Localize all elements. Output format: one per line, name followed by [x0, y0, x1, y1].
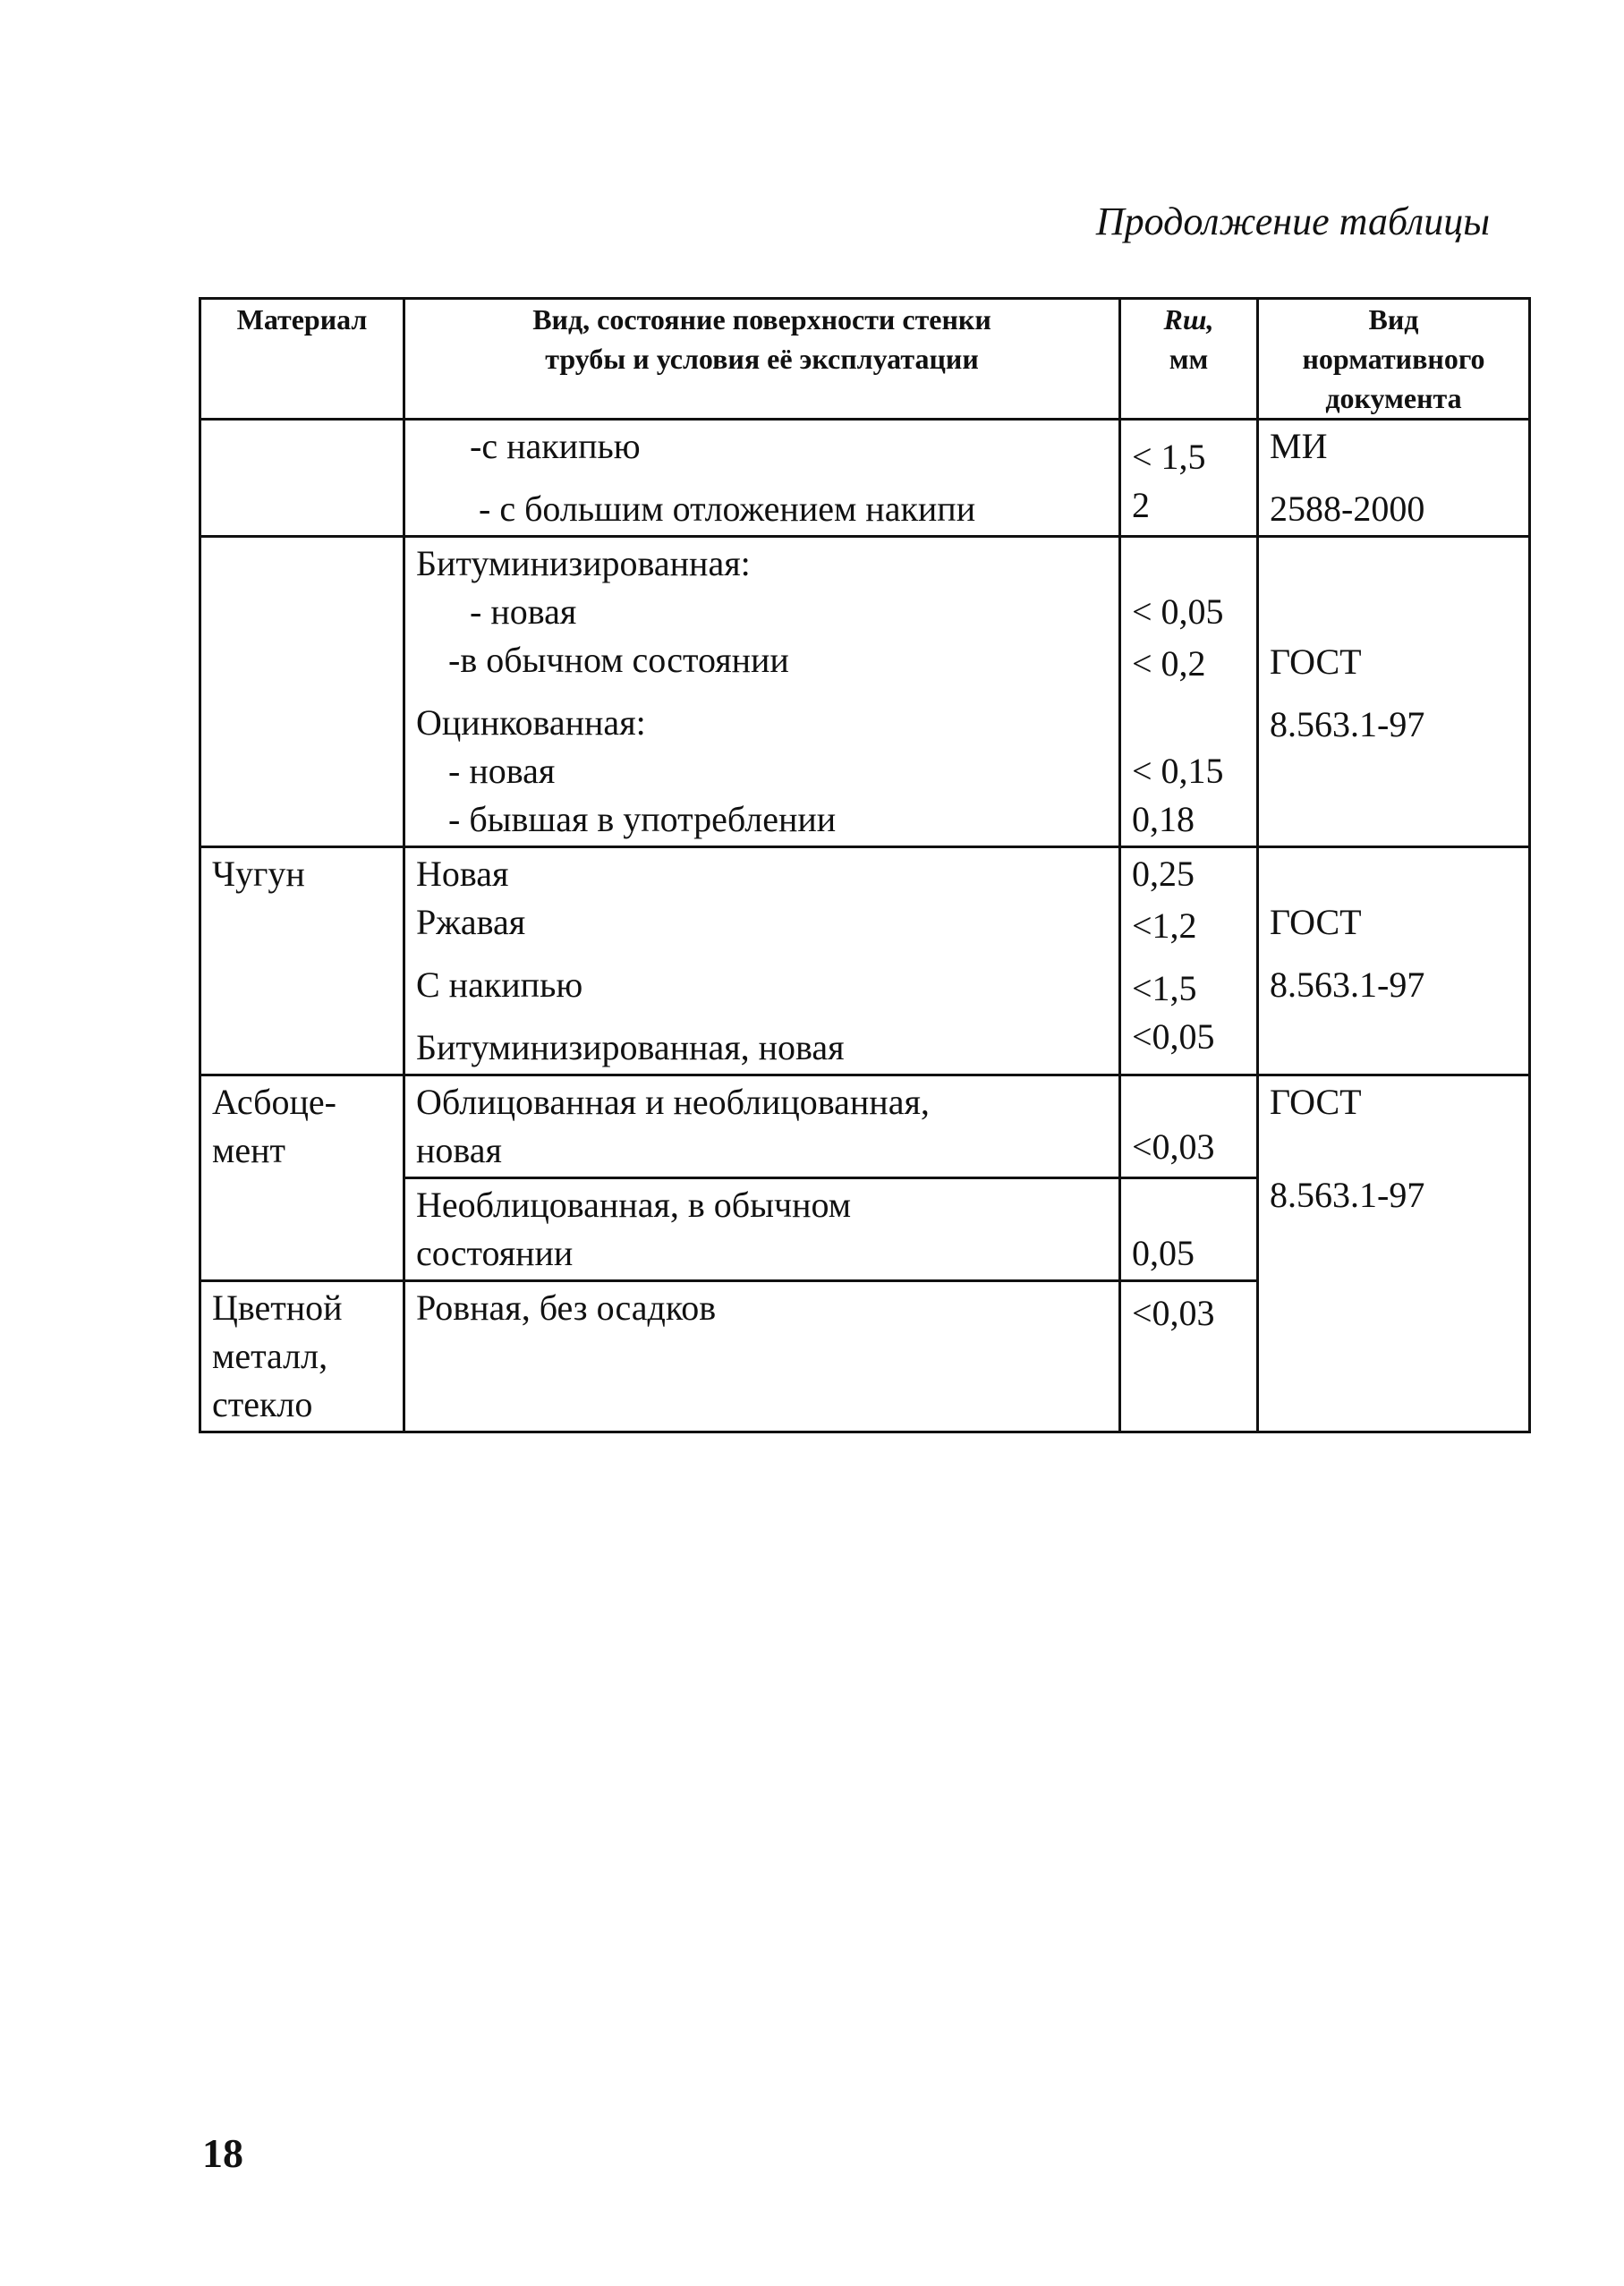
roughness-table	[199, 297, 1531, 1433]
table-row	[200, 847, 1530, 1075]
roughness-cell: <0,03	[1120, 1281, 1258, 1432]
document-cell: МИ 2588-2000	[1258, 420, 1530, 537]
document-cell: ГОСТ 8.563.1-97	[1258, 1075, 1530, 1432]
table-row	[200, 537, 1530, 847]
header-document: Вид нормативного документа	[1258, 299, 1530, 420]
roughness-cell: < 0,05 < 0,2 < 0,15 0,18	[1120, 537, 1258, 847]
material-cell	[200, 537, 404, 847]
header-material: Материал	[200, 299, 404, 420]
surface-cell: Облицованная и необлицованная, новая	[404, 1075, 1120, 1178]
roughness-cell: <0,03	[1120, 1075, 1258, 1178]
header-roughness: Rш, мм	[1120, 299, 1258, 420]
table-row	[200, 1075, 1530, 1178]
material-cell	[200, 420, 404, 537]
material-cell: Цветной металл, стекло	[200, 1281, 404, 1432]
surface-cell: Новая Ржавая С накипью Битуминизированная, новая	[404, 847, 1120, 1075]
surface-cell: Битуминизированная: - новая -в обычном состоянии Оцинкованная: - новая - бывшая в употреблении	[404, 537, 1120, 847]
table-header-row	[200, 299, 1530, 420]
surface-cell: -с накипью - с большим отложением накипи	[404, 420, 1120, 537]
document-cell: ГОСТ 8.563.1-97	[1258, 537, 1530, 847]
table-row	[200, 420, 1530, 537]
surface-cell: Необлицованная, в обычном состоянии	[404, 1178, 1120, 1281]
page-number: 18	[202, 2130, 243, 2176]
surface-cell: Ровная, без осадков	[404, 1281, 1120, 1432]
roughness-cell: < 1,5 2	[1120, 420, 1258, 537]
material-cell: Асбоце- мент	[200, 1075, 404, 1281]
roughness-cell: 0,05	[1120, 1178, 1258, 1281]
roughness-cell: 0,25 <1,2 <1,5 <0,05	[1120, 847, 1258, 1075]
header-surface: Вид, состояние поверхности стенки трубы и условия её эксплуатации	[404, 299, 1120, 420]
material-cell: Чугун	[200, 847, 404, 1075]
document-cell: ГОСТ 8.563.1-97	[1258, 847, 1530, 1075]
table-continuation-caption: Продолжение таблицы	[1095, 200, 1490, 243]
